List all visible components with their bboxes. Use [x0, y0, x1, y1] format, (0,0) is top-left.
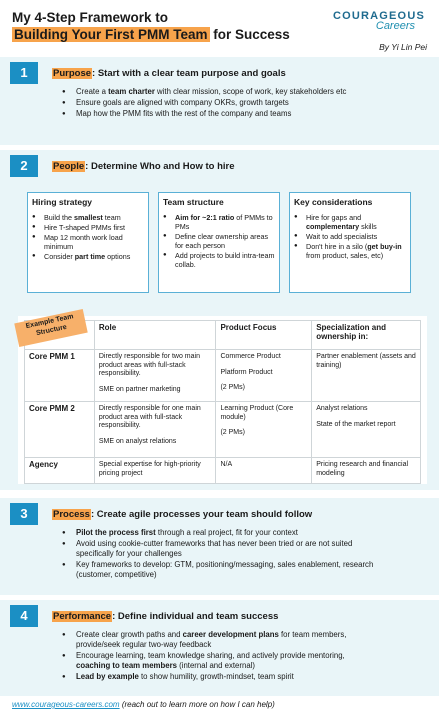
- step-3-title-rest: : Create agile processes your team should follow: [90, 509, 313, 520]
- row-label: Core PMM 2: [25, 402, 95, 458]
- brand-logo: [333, 10, 425, 32]
- step-1-keyword: Purpose: [53, 68, 92, 79]
- card-title: Key considerations: [294, 197, 373, 207]
- focus-cell: Learning Product (Core module) (2 PMs): [216, 402, 312, 458]
- title-highlight: Building Your First PMM Team: [14, 27, 208, 42]
- card-key-considerations: [289, 192, 411, 293]
- card-title: Hiring strategy: [32, 197, 92, 207]
- bullet-item: ● Don't hire in a silo (get buy-in from product, sales, etc): [294, 242, 406, 260]
- bullet-item: ● Avoid using cookie-cutter frameworks that has never been tried or are not suited specifically for your challenges: [62, 539, 380, 559]
- step-1-number: 1: [10, 62, 38, 84]
- focus-cell: Commerce Product Platform Product (2 PMs): [216, 350, 312, 402]
- logo-script: Careers: [375, 20, 415, 32]
- card-bullets: [290, 207, 410, 260]
- step-1-bullets: [62, 87, 367, 120]
- bullet-item: ● Encourage learning, team knowledge sharing, and actively provide mentoring, coaching to team members (internal and external): [62, 651, 380, 671]
- team-structure-table: [24, 320, 421, 484]
- row-label: Core PMM 1: [25, 350, 95, 402]
- bullet-item: ● Hire for gaps and complementary skills: [294, 213, 406, 231]
- row-label: Agency: [25, 458, 95, 484]
- example-team-stamp: Example Team Structure: [14, 309, 87, 347]
- focus-cell: N/A: [216, 458, 312, 484]
- footer: [12, 700, 275, 709]
- step-2-title-rest: : Determine Who and How to hire: [85, 161, 235, 172]
- card-bullets: [159, 207, 279, 269]
- bullet-item: ● Create clear growth paths and career development plans for team members, provide/seek regular two-way feedback: [62, 630, 380, 650]
- role-cell: Directly responsible for two main product areas with full-stack responsibility. SME on partner marketing: [94, 350, 216, 402]
- step-4-number: 4: [10, 605, 38, 627]
- header-cell: Specialization and ownership in:: [312, 321, 421, 350]
- step-4-title-rest: : Define individual and team success: [112, 611, 279, 622]
- step-1-title: [52, 68, 286, 79]
- step-3-keyword: Process: [53, 509, 90, 520]
- step-3-number: 3: [10, 503, 38, 525]
- bullet-item: ● Wait to add specialists: [294, 232, 406, 241]
- bullet-item: ● Build the smallest team: [32, 213, 144, 222]
- step-4-title: [52, 611, 278, 622]
- table-row: [25, 402, 421, 458]
- bullet-item: ● Key frameworks to develop: GTM, positioning/messaging, sales enablement, research (customer, competitive): [62, 560, 380, 580]
- bullet-item: ● Hire T-shaped PMMs first: [32, 223, 144, 232]
- header-cell: Product Focus: [216, 321, 312, 350]
- step-2-title: [52, 161, 235, 172]
- bullet-item: ● Map 12 month work load minimum: [32, 233, 144, 251]
- spec-cell: Partner enablement (assets and training): [312, 350, 421, 402]
- step-4-bullets: [62, 630, 380, 683]
- role-cell: Special expertise for high-priority pricing project: [94, 458, 216, 484]
- header-cell: Role: [94, 321, 216, 350]
- website-link[interactable]: www.courageous-careers.com: [12, 700, 120, 709]
- bullet-item: ● Pilot the process first through a real project, fit for your context: [62, 528, 380, 538]
- step-2-keyword: People: [53, 161, 85, 172]
- bullet-item: ● Consider part time options: [32, 252, 144, 261]
- title-rest: for Success: [209, 27, 290, 42]
- bullet-item: ● Add projects to build intra-team collab.: [163, 251, 275, 269]
- card-team-structure: [158, 192, 280, 293]
- card-bullets: [28, 207, 148, 261]
- bullet-item: ● Lead by example to show humility, growth-mindset, team spirit: [62, 672, 380, 682]
- table-row: [25, 350, 421, 402]
- table-row: [25, 458, 421, 484]
- spec-cell: Pricing research and financial modeling: [312, 458, 421, 484]
- author-byline: By Yi Lin Pei: [379, 42, 427, 52]
- bullet-item: ● Ensure goals are aligned with company OKRs, growth targets: [62, 98, 367, 108]
- step-4-keyword: Performance: [53, 611, 112, 622]
- role-cell: Directly responsible for one main product area with full-stack responsibility. SME on analyst relations: [94, 402, 216, 458]
- step-1-title-rest: : Start with a clear team purpose and goals: [92, 68, 286, 79]
- title-line-1: My 4-Step Framework to: [12, 10, 169, 25]
- step-3-title: [52, 509, 312, 520]
- title-line-2: [12, 27, 290, 42]
- step-3-bullets: [62, 528, 380, 581]
- spec-cell: Analyst relations State of the market report: [312, 402, 421, 458]
- step-2-number: 2: [10, 155, 38, 177]
- logo-wordmark: COURAGEOUS: [332, 10, 425, 22]
- card-title: Team structure: [163, 197, 224, 207]
- footer-note: (reach out to learn more on how I can help): [119, 700, 275, 709]
- bullet-item: ● Create a team charter with clear mission, scope of work, key stakeholders etc: [62, 87, 367, 97]
- bullet-item: ● Aim for ~2:1 ratio of PMMs to PMs: [163, 213, 275, 231]
- bullet-item: ● Define clear ownership areas for each person: [163, 232, 275, 250]
- card-hiring-strategy: [27, 192, 149, 293]
- bullet-item: ● Map how the PMM fits with the rest of the company and teams: [62, 109, 367, 119]
